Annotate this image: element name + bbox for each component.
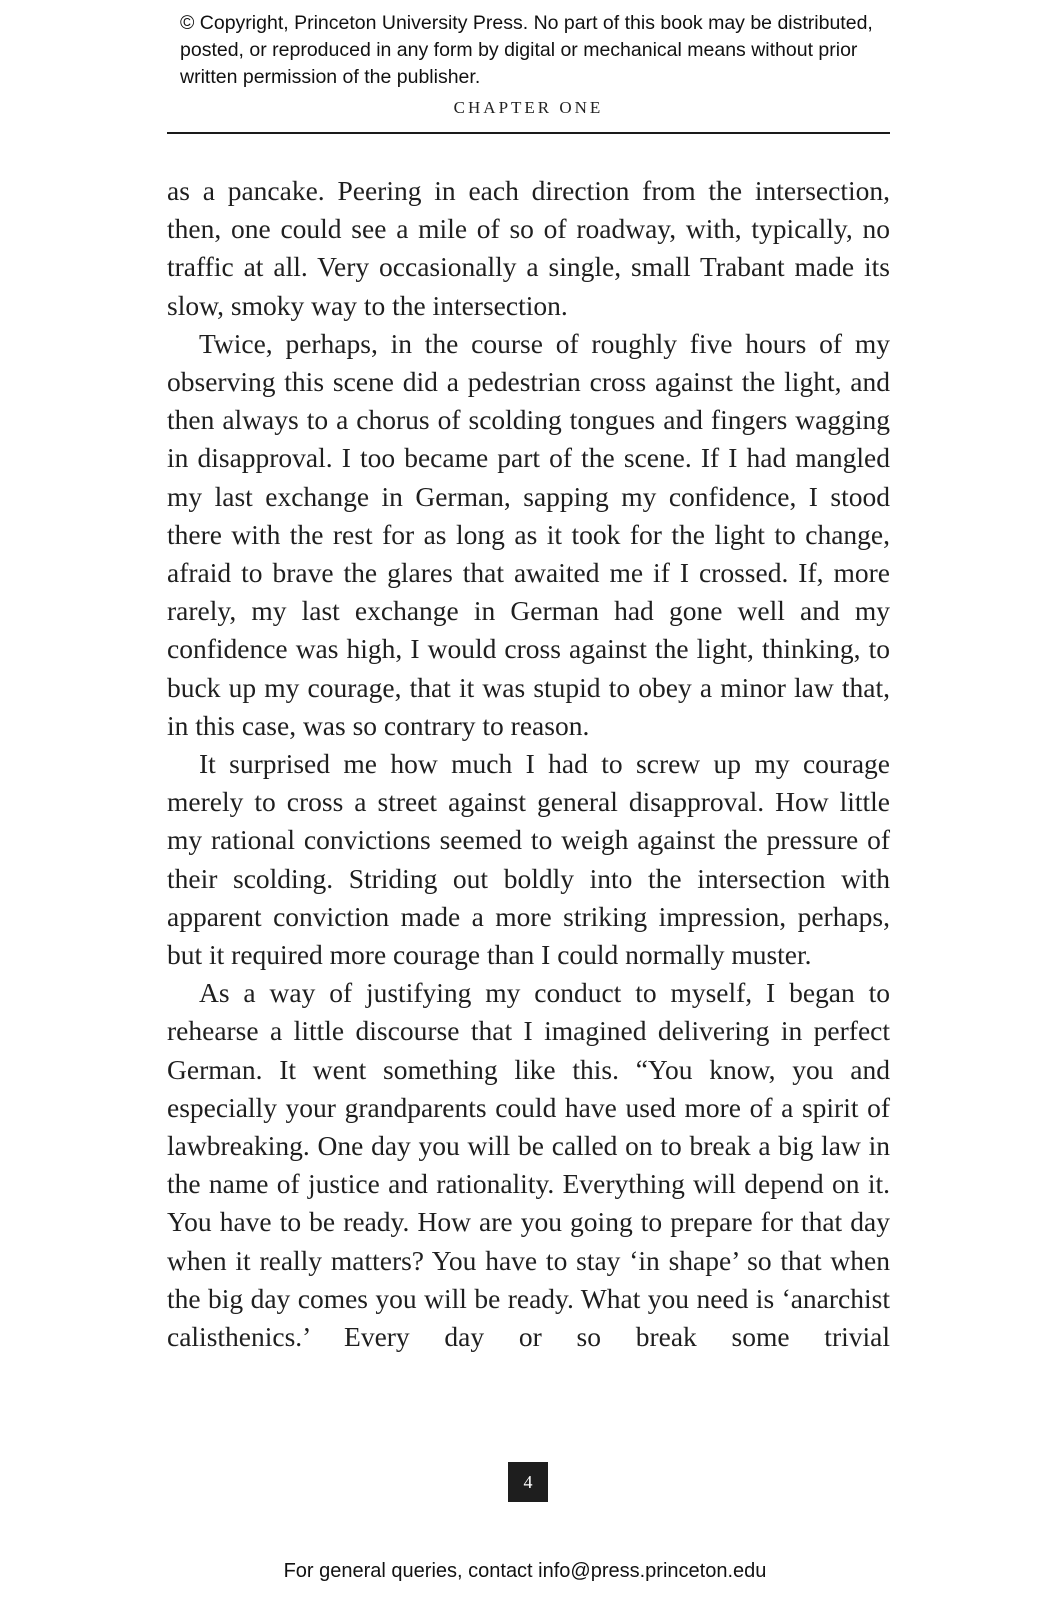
footer-contact: For general queries, contact info@press.princeton.edu [283,1560,767,1582]
paragraph: Twice, perhaps, in the course of roughly five hours of my observing this scene did a pedestrian cross against the light, and then always to a chorus of scolding tongues and fingers wagging in disapproval. I too became part of the scene. If I had mangled my last exchange in German, sapping my confidence, I stood there with the rest for as long as it took for the light to change, afraid to brave the glares that awaited me if I crossed. If, more rarely, my last exchange in German had gone well and my confidence was high, I would cross against the light, thinking, to buck up my courage, that it was stupid to obey a minor law that, in this case, was so contrary to reason. [167,327,890,741]
page-number: 4 [508,1462,548,1502]
paragraph: It surprised me how much I had to screw up my courage merely to cross a street against general disapproval. How little my rational convictions seemed to weigh against the pressure of their scolding. Striding out boldly into the intersection with apparent conviction made a more striking impression, perhaps, but it required more courage than I could normally muster. [167,748,890,971]
copyright-notice: © Copyright, Princeton University Press. No part of this book may be distributed, posted, or reproduced in any form by digital or mechanical means without prior written permission of the publisher. [180,12,873,88]
body-text [167,172,890,1356]
paragraph: as a pancake. Peering in each direction from the intersection, then, one could see a mile of so of roadway, with, typically, no traffic at all. Very occasionally a single, small Trabant made its slow, smoky way to the intersection. [167,175,890,321]
paragraph: As a way of justifying my conduct to myself, I began to rehearse a little discourse that I imagined delivering in perfect German. It went something like this. “You know, you and especially your grandparents could have used more of a spirit of lawbreaking. One day you will be called on to break a big law in the name of justice and rationality. Everything will depend on it. You have to be ready. How are you going to prepare for that day when it really matters? You have to stay ‘in shape’ so that when the big day comes you will be ready. What you need is ‘anarchist calisthenics.’ Every day or so break some trivial [167,977,890,1353]
header-rule [167,132,890,134]
running-head: CHAPTER ONE [453,98,604,117]
